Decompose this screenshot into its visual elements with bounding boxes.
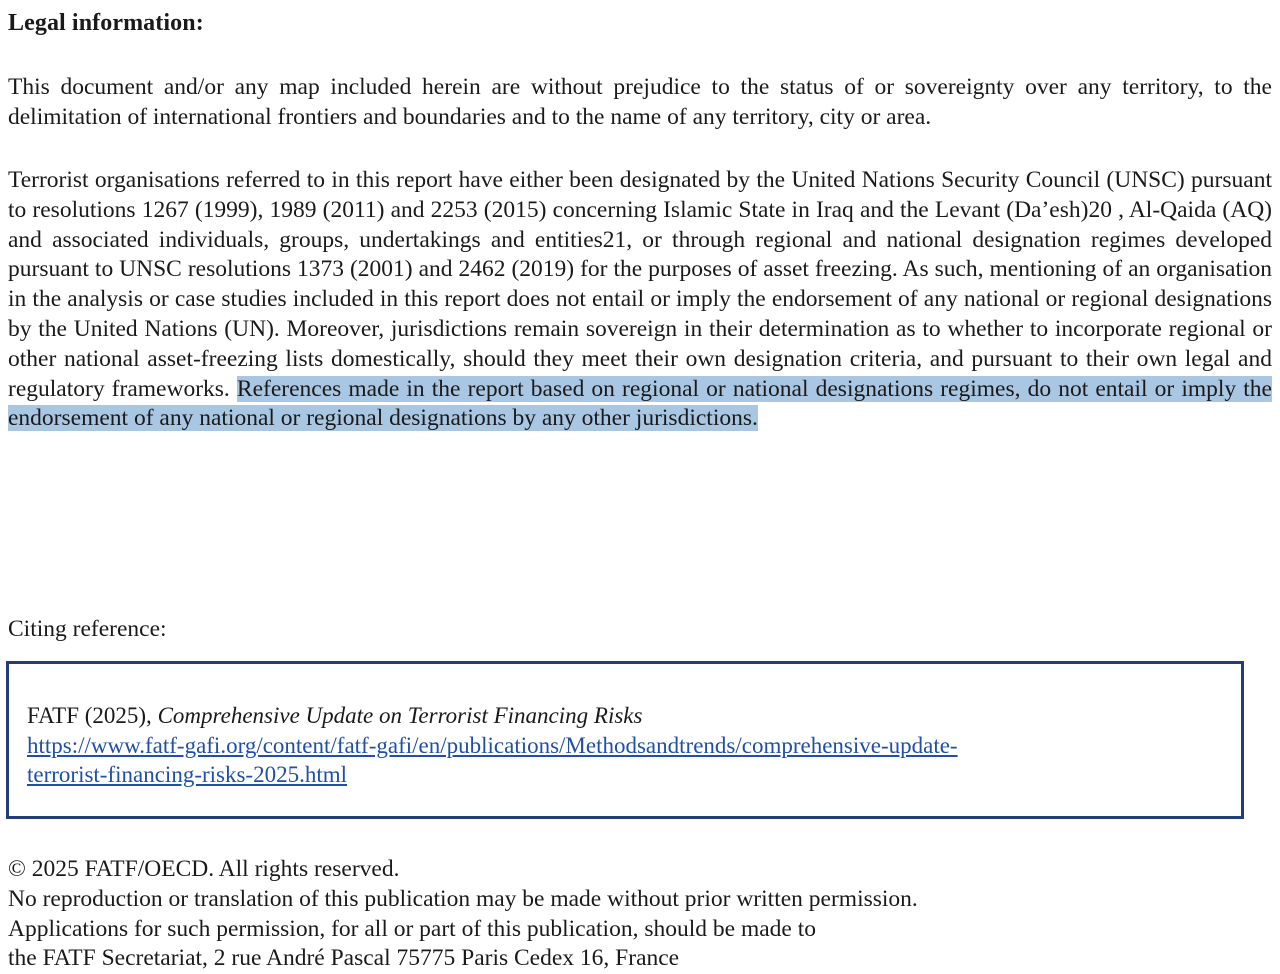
reproduction-notice: No reproduction or translation of this publication may be made without prior written permission. — [8, 885, 918, 912]
designation-paragraph-text[interactable]: Terrorist organisations referred to in this report have either been designated by the United Nations Security Council (UNSC) pursuant to resolutions 1267 (1999), 1989 (2011) and 2253 (2015) concerning Islamic State in Iraq and the Levant (Da’esh)20 , Al-Qaida (AQ) and associated individuals, groups, undertakings and entities21, or through regional and national designation regimes developed pursuant to UNSC resolutions 1373 (2001) and 2462 (2019) for the purposes of asset freezing. As such, mentioning of an organisation in the analysis or case studies included in this report does not entail or imply the endorsement of any national or regional designations by the United Nations (UN). Moreover, jurisdictions remain sovereign in their determination as to whether to incorporate regional or other national asset-freezing lists domestically, should they meet their own designation criteria, and pursuant to their own legal and regulatory frameworks. — [8, 167, 1272, 402]
sovereignty-disclaimer-paragraph[interactable]: This document and/or any map included herein are without prejudice to the status of or sovereignty over any territory, to the delimitation of international frontiers and boundaries and to the name of any territory, city or area. — [8, 74, 1272, 130]
citation-title: Comprehensive Update on Terrorist Financing Risks — [157, 703, 643, 728]
legal-information-heading: Legal information: — [8, 10, 204, 36]
citation-text — [27, 701, 1207, 790]
citation-link-line2[interactable]: terrorist-financing-risks-2025.html — [27, 762, 348, 787]
copyright-line: © 2025 FATF/OECD. All rights reserved. — [8, 856, 400, 882]
citation-link-line1[interactable]: https://www.fatf-gafi.org/content/fatf-gafi/en/publications/Methodsandtrends/comprehensive-update- — [27, 732, 958, 758]
terrorist-designation-paragraph[interactable] — [8, 166, 1272, 434]
citation-box — [6, 661, 1244, 819]
citation-link[interactable] — [27, 731, 1207, 790]
copyright-footer — [8, 855, 1272, 974]
permission-notice: Applications for such permission, for all or part of this publication, should be made to — [8, 915, 816, 942]
citing-reference-label: Citing reference: — [8, 616, 167, 642]
selected-text-highlight[interactable]: References made in the report based on regional or national designations regimes, do not entail or imply the endorsement of any national or regional designations by any other jurisdictions. — [8, 375, 1272, 432]
secretariat-address: the FATF Secretariat, 2 rue André Pascal 75775 Paris Cedex 16, France — [8, 945, 680, 972]
citation-author-year: FATF (2025), — [27, 703, 158, 728]
